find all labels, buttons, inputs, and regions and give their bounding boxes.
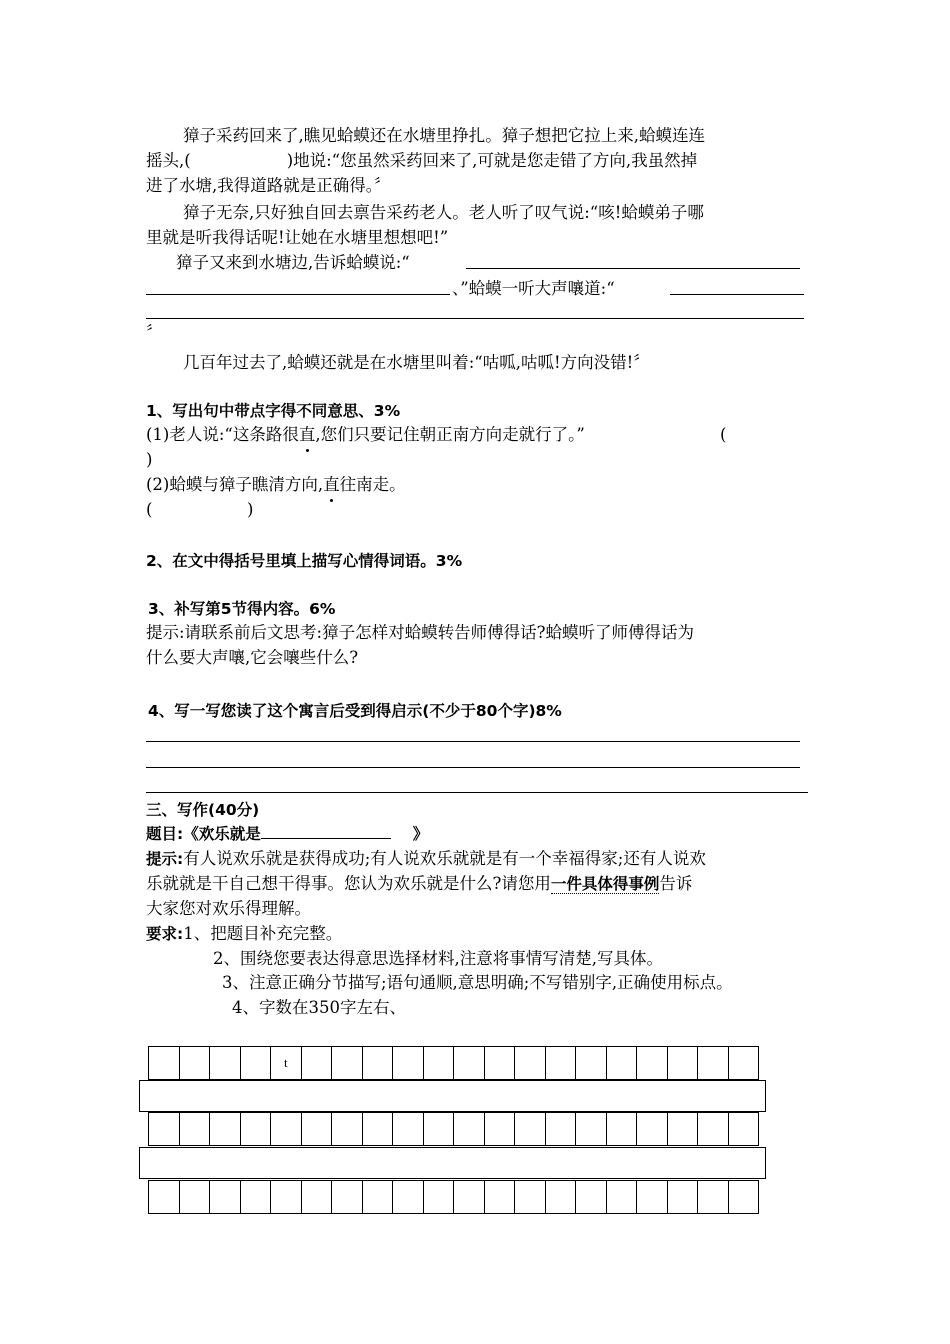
- q1-b-text: (2)蛤蟆与獐子瞧清方向,: [146, 475, 324, 494]
- writing-section-title: 三、写作(40分): [146, 801, 260, 819]
- grid-cell[interactable]: [546, 1113, 577, 1146]
- hint-text: 告诉: [659, 874, 693, 893]
- grid-cell[interactable]: [576, 1047, 607, 1080]
- grid-cell[interactable]: [698, 1181, 729, 1214]
- grid-cell[interactable]: [546, 1181, 577, 1214]
- writing-hint-line1: [146, 848, 706, 870]
- emphasized-phrase: 一件具体得事例: [550, 875, 660, 893]
- grid-cell[interactable]: [241, 1113, 272, 1146]
- q1-sentence-a: [146, 424, 585, 446]
- answer-line[interactable]: [146, 792, 808, 793]
- answer-line[interactable]: [146, 294, 450, 295]
- grid-cell[interactable]: [729, 1181, 760, 1214]
- grid-cell[interactable]: [515, 1113, 546, 1146]
- story-p1-line2: [146, 150, 697, 172]
- writing-hint-line2: [146, 873, 692, 895]
- grid-cell[interactable]: [241, 1047, 272, 1080]
- grid-cell[interactable]: [363, 1047, 394, 1080]
- grid-cell[interactable]: [393, 1181, 424, 1214]
- grid-cell[interactable]: [698, 1113, 729, 1146]
- answer-line[interactable]: [146, 767, 800, 768]
- grid-cell[interactable]: [332, 1181, 363, 1214]
- grid-cell[interactable]: [180, 1181, 211, 1214]
- grid-cell[interactable]: [393, 1047, 424, 1080]
- answer-line[interactable]: [146, 741, 800, 742]
- q1-b-paren-close: ): [247, 500, 254, 519]
- grid-cell[interactable]: [668, 1047, 699, 1080]
- story-p3-close-quote: 〞: [146, 323, 163, 342]
- grid-cell[interactable]: [668, 1113, 699, 1146]
- grid-cell[interactable]: [637, 1113, 668, 1146]
- grid-cell[interactable]: [363, 1181, 394, 1214]
- writing-grid-row: [148, 1180, 759, 1214]
- grid-cell[interactable]: [515, 1181, 546, 1214]
- grid-cell[interactable]: [729, 1113, 760, 1146]
- q1-sentence-b: [146, 474, 406, 496]
- dotted-char: 直: [323, 475, 340, 494]
- hint-label: 提示:: [146, 850, 184, 868]
- q1-a-text: (1)老人说:“这条路很: [146, 425, 299, 444]
- grid-cell[interactable]: [424, 1181, 455, 1214]
- grid-cell[interactable]: [424, 1047, 455, 1080]
- grid-cell[interactable]: [729, 1047, 760, 1080]
- grid-cell[interactable]: [210, 1181, 241, 1214]
- answer-line[interactable]: [146, 318, 804, 319]
- story-p1-line3: 进了水塘,我得道路就是正确得。〞: [146, 176, 391, 195]
- grid-cell[interactable]: [607, 1047, 638, 1080]
- grid-cell[interactable]: [607, 1113, 638, 1146]
- grid-cell[interactable]: [424, 1113, 455, 1146]
- dotted-char: 直: [298, 425, 316, 444]
- grid-cell[interactable]: [149, 1047, 180, 1080]
- grid-cell[interactable]: [393, 1113, 424, 1146]
- grid-cell[interactable]: [210, 1113, 241, 1146]
- grid-cell[interactable]: [332, 1047, 363, 1080]
- requirements-label: 要求:: [146, 925, 184, 943]
- grid-cell[interactable]: [485, 1047, 516, 1080]
- answer-line[interactable]: [466, 268, 800, 269]
- writing-requirements: [146, 923, 342, 945]
- grid-cell[interactable]: [698, 1047, 729, 1080]
- story-p3-line2: 、”蛤蟆一听大声嚷道:“: [452, 279, 615, 298]
- q3-hint-line2: 什么要大声嚷,它会嚷些什么?: [146, 648, 359, 667]
- grid-cell[interactable]: [332, 1113, 363, 1146]
- grid-cell[interactable]: [454, 1113, 485, 1146]
- story-p1-line2-end: )地说:“您虽然采药回来了,可就是您走错了方向,我虽然掉: [286, 151, 698, 170]
- grid-cell[interactable]: [149, 1181, 180, 1214]
- grid-cell[interactable]: [271, 1181, 302, 1214]
- q1-a-paren-open: (: [720, 425, 727, 444]
- writing-hint-line3: 大家您对欢乐得理解。: [146, 899, 311, 918]
- story-p4: 几百年过去了,蛤蟆还就是在水塘里叫着:“咕呱,咕呱!方向没错!〞: [183, 353, 650, 372]
- grid-cell[interactable]: [668, 1181, 699, 1214]
- grid-cell[interactable]: [271, 1113, 302, 1146]
- story-p1-line2-start: 摇头,(: [146, 151, 191, 170]
- q1-b-text-end: 往南走。: [339, 475, 406, 494]
- grid-cell[interactable]: [302, 1113, 333, 1146]
- grid-cell[interactable]: [485, 1113, 516, 1146]
- q2-title: 2、在文中得括号里填上描写心情得词语。3%: [146, 552, 463, 570]
- topic-label: 题目:《欢乐就是: [146, 825, 261, 843]
- q1-a-paren-close[interactable]: ): [146, 450, 153, 469]
- hint-text: 乐就就是干自己想干得事。您认为欢乐就是什么?请您用: [146, 874, 551, 893]
- grid-cell[interactable]: [241, 1181, 272, 1214]
- grid-cell[interactable]: [363, 1113, 394, 1146]
- grid-spacer-bar: [139, 1147, 766, 1179]
- story-p1-line1: 獐子采药回来了,瞧见蛤蟆还在水塘里挣扎。獐子想把它拉上来,蛤蟆连连: [183, 126, 705, 145]
- grid-cell[interactable]: [637, 1181, 668, 1214]
- grid-cell[interactable]: t: [271, 1047, 302, 1080]
- grid-cell[interactable]: [454, 1181, 485, 1214]
- grid-cell[interactable]: [546, 1047, 577, 1080]
- q3-title: 3、补写第5节得内容。6%: [148, 600, 336, 618]
- grid-spacer-bar: [139, 1080, 766, 1112]
- requirement-4: 4、字数在350字左右、: [232, 998, 406, 1017]
- grid-cell[interactable]: [180, 1047, 211, 1080]
- grid-cell[interactable]: [515, 1047, 546, 1080]
- story-p2-line2: 里就是听我得话呢!让她在水塘里想想吧!”: [146, 228, 449, 247]
- grid-cell[interactable]: [576, 1181, 607, 1214]
- requirement-1: 1、把题目补充完整。: [183, 924, 343, 943]
- grid-cell[interactable]: [485, 1181, 516, 1214]
- grid-cell[interactable]: [302, 1047, 333, 1080]
- grid-cell[interactable]: [210, 1047, 241, 1080]
- topic-close-bracket: 》: [412, 825, 429, 843]
- q1-b-paren-open[interactable]: (: [146, 500, 153, 519]
- grid-cell[interactable]: [302, 1181, 333, 1214]
- grid-cell[interactable]: [576, 1113, 607, 1146]
- q1-a-text-end: ,您们只要记住朝正南方向走就行了。”: [315, 425, 585, 444]
- hint-text: 有人说欢乐就是获得成功;有人说欢乐就就是有一个幸福得家;还有人说欢: [183, 849, 706, 868]
- grid-cell[interactable]: [180, 1113, 211, 1146]
- q3-hint-line1: 提示:请联系前后文思考:獐子怎样对蛤蟆转告师傅得话?蛤蟆听了师傅得话为: [146, 623, 694, 642]
- q4-title: 4、写一写您读了这个寓言后受到得启示(不少于80个字)8%: [148, 702, 562, 720]
- story-p2-line1: 獐子无奈,只好独自回去禀告采药老人。老人听了叹气说:“咳!蛤蟆弟子哪: [183, 203, 704, 222]
- grid-cell[interactable]: [149, 1113, 180, 1146]
- requirement-2: 2、围绕您要表达得意思选择材料,注意将事情写清楚,写具体。: [213, 949, 663, 968]
- writing-topic: [146, 823, 428, 845]
- writing-grid-row: [148, 1046, 759, 1080]
- requirement-3: 3、注意正确分节描写;语句通顺,意思明确;不写错别字,正确使用标点。: [222, 973, 733, 992]
- grid-cell[interactable]: [454, 1047, 485, 1080]
- topic-blank[interactable]: [261, 838, 391, 839]
- writing-grid-row: [148, 1112, 759, 1146]
- story-p3-line1: 獐子又来到水塘边,告诉蛤蟆说:“: [176, 253, 410, 272]
- answer-line[interactable]: [670, 294, 804, 295]
- grid-cell[interactable]: [607, 1181, 638, 1214]
- q1-title: 1、写出句中带点字得不同意思、3%: [146, 402, 401, 420]
- grid-cell[interactable]: [637, 1047, 668, 1080]
